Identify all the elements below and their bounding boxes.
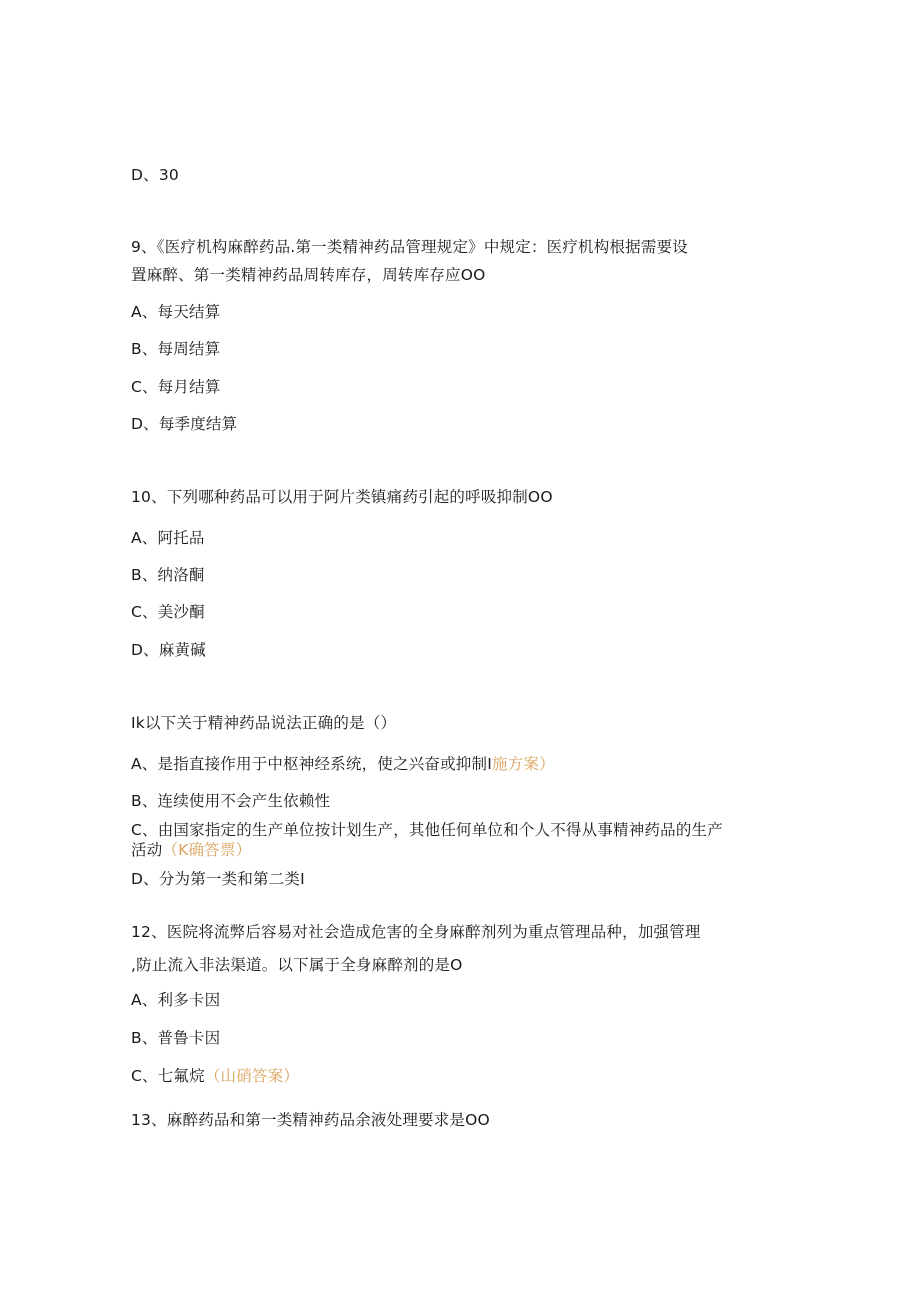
text-line [131, 265, 486, 285]
text-line [131, 754, 555, 774]
line-text: B、每周结算 [131, 340, 221, 358]
line-text: 12、医院将流弊后容易对社会造成危害的全身麻醉剂列为重点管理品种，加强管理 [131, 923, 701, 941]
line-text: 活动 [131, 841, 163, 859]
text-line [131, 791, 330, 811]
line-text: D、麻黄碱 [131, 641, 206, 659]
line-text: D、30 [131, 166, 179, 184]
line-text: C、由国家指定的生产单位按计划生产，其他任何单位和个人不得从事精神药品的生产 [131, 821, 723, 839]
text-line [131, 528, 205, 548]
text-line [131, 955, 463, 975]
text-line [131, 1028, 220, 1048]
text-line [131, 339, 220, 359]
line-text: A、每天结算 [131, 303, 221, 321]
answer-mark: 施方案） [491, 755, 555, 773]
line-text: A、是指直接作用于中枢神经系统，使之兴奋或抑制I [131, 755, 492, 773]
answer-mark: （山硝答案） [204, 1067, 300, 1085]
text-line [131, 165, 179, 185]
line-text: Ik以下关于精神药品说法正确的是（） [131, 714, 397, 732]
answer-mark: （K确答票） [162, 841, 252, 859]
line-text: 10、下列哪种药品可以用于阿片类镇痛药引起的呼吸抑制OO [131, 488, 553, 506]
line-text: 13、麻醉药品和第一类精神药品余液处理要求是OO [131, 1111, 490, 1129]
line-text: ,防止流入非法渠道。以下属于全身麻醉剂的是O [131, 956, 463, 974]
text-line [131, 990, 220, 1010]
text-line [131, 713, 396, 733]
line-text: A、阿托品 [131, 529, 205, 547]
line-text: D、分为第一类和第二类I [131, 870, 305, 888]
text-line [131, 820, 723, 840]
text-line [131, 922, 701, 942]
text-line [131, 840, 251, 860]
text-line [131, 302, 220, 322]
text-line [131, 1066, 299, 1086]
line-text: B、连续使用不会产生依赖性 [131, 792, 331, 810]
line-text: B、普鲁卡因 [131, 1029, 221, 1047]
text-line [131, 377, 221, 397]
text-line [131, 487, 553, 507]
text-line [131, 237, 688, 257]
line-text: 9、《医疗机构麻醉药品.第一类精神药品管理规定》中规定：医疗机构根据需要设 [131, 238, 688, 256]
line-text: D、每季度结算 [131, 415, 238, 433]
text-line [131, 869, 305, 889]
line-text: C、美沙酮 [131, 603, 205, 621]
text-line [131, 565, 205, 585]
line-text: 置麻醉、第一类精神药品周转库存，周转库存应OO [131, 266, 486, 284]
text-line [131, 414, 237, 434]
line-text: C、七氟烷 [131, 1067, 205, 1085]
text-line [131, 1110, 490, 1130]
text-line [131, 640, 206, 660]
line-text: B、纳洛酮 [131, 566, 205, 584]
line-text: A、利多卡因 [131, 991, 221, 1009]
text-line [131, 602, 205, 622]
line-text: C、每月结算 [131, 378, 221, 396]
